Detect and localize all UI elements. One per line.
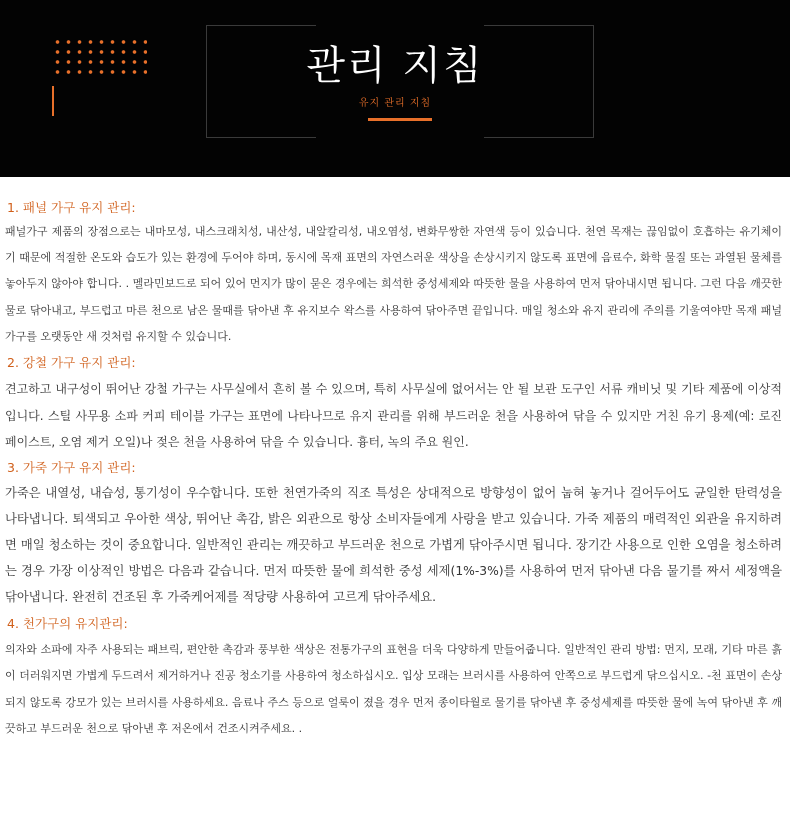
section-body: 가죽은 내열성, 내습성, 통기성이 우수합니다. 또한 천연가죽의 직조 특성은 상대적으로 방향성이 없어 눕혀 놓거나 걸어두어도 균일한 탄력성을 나타냅니다. 퇴색되고 우아한 색상, 뛰어난 촉감, 밝은 외관으로 항상 소비자들에게 사랑을 받고 있습니다. 가죽 제품의 매력적인 외관을 유지하려면 매일 청소하는 것이 중요합니다. 일반적인 관리는 깨끗하고 부드러운 천으로 가볍게 닦아주시면 됩니다. 장기간 사용으로 인한 오염을 청소하려는 경우 가장 이상적인 방법은 다음과 같습니다. 먼저 따뜻한 물에 희석한 중성 세제(1%-3%)를 사용하여 먼저 닦아낸 다음 물기를 짜서 세정액을 닦아냅니다. 완전히 건조된 후 가죽케어제를 적당량 사용하여 고르게 닦아주세요. — [5, 485, 782, 605]
page-subtitle: 유지 관리 지침 — [358, 98, 432, 109]
section-body: 의자와 소파에 자주 사용되는 패브릭, 편안한 촉감과 풍부한 색상은 전통가구의 표현을 더욱 다양하게 만들어줍니다. 일반적인 관리 방법: 먼지, 모래, 기타 마른 흙이 더러워지면 가볍게 두드려서 제거하거나 진공 청소기를 사용하여 청소하십시오. 입상 모래는 브러시를 사용하여 안쪽으로 부드럽게 닦으십시오. -천 표면이 손상되지 않도록 강모가 있는 브러시를 사용하세요. 음료나 주스 등으로 얼룩이 졌을 경우 먼저 종이타월로 물기를 닦아낸 후 중성세제를 따뜻한 물에 녹여 닦아낸 후 깨끗하고 부드러운 천으로 닦아낸 후 저온에서 건조시켜주세요. . — [5, 642, 782, 736]
section-heading: 1. 패널 가구 유지 관리: — [7, 200, 136, 215]
subtitle-underline — [368, 118, 432, 121]
section-body: 패널가구 제품의 장점으로는 내마모성, 내스크래치성, 내산성, 내알칼리성, 내오염성, 변화무쌍한 자연색 등이 있습니다. 천연 목재는 끊임없이 호흡하는 유기체이기 때문에 적절한 온도와 습도가 있는 환경에 두어야 하며, 동시에 목재 표면의 자연스러운 색상을 손상시키지 않도록 표면에 음료수, 화학 물질 또는 과열된 물체를 놓아두지 않아야 합니다. . 멜라민보드로 되어 있어 먼지가 많이 묻은 경우에는 희석한 중성세제와 따뜻한 물을 사용하여 먼저 닦아내시면 됩니다. 그런 다음 깨끗한 물로 닦아내고, 부드럽고 마른 천으로 남은 물때를 닦아낸 후 유지보수 왁스를 사용하여 닦아주면 끝입니다. 매일 청소와 유지 관리에 주의를 기울여야만 목재 패널 가구를 오랫동안 새 것처럼 유지할 수 있습니다. — [5, 225, 782, 343]
header-banner — [0, 0, 790, 177]
section-fabric-furniture — [0, 611, 790, 743]
section-heading: 2. 강철 가구 유지 관리: — [7, 355, 136, 371]
care-guide-content — [0, 197, 790, 743]
section-heading: 3. 가죽 가구 유지 관리: — [7, 459, 136, 475]
page-title: 관리 지침 — [306, 43, 484, 89]
section-body: 견고하고 내구성이 뛰어난 강철 가구는 사무실에서 흔히 볼 수 있으며, 특히 사무실에 없어서는 안 될 보관 도구인 서류 캐비닛 및 기타 제품에 이상적입니다. 스틸 사무용 소파 커피 테이블 가구는 표면에 나타나므로 유지 관리를 위해 부드러운 천을 사용하여 닦을 수 있지만 거친 유기 용제(예: 로진 페이스트, 오염 제거 오일)나 젖은 천을 사용하여 닦을 수 있습니다. 흉터, 녹의 주요 원인. — [5, 382, 782, 450]
section-steel-furniture — [0, 350, 790, 456]
section-panel-furniture — [0, 197, 790, 350]
section-heading: 4. 천가구의 유지관리: — [7, 615, 128, 631]
section-leather-furniture — [0, 456, 790, 611]
